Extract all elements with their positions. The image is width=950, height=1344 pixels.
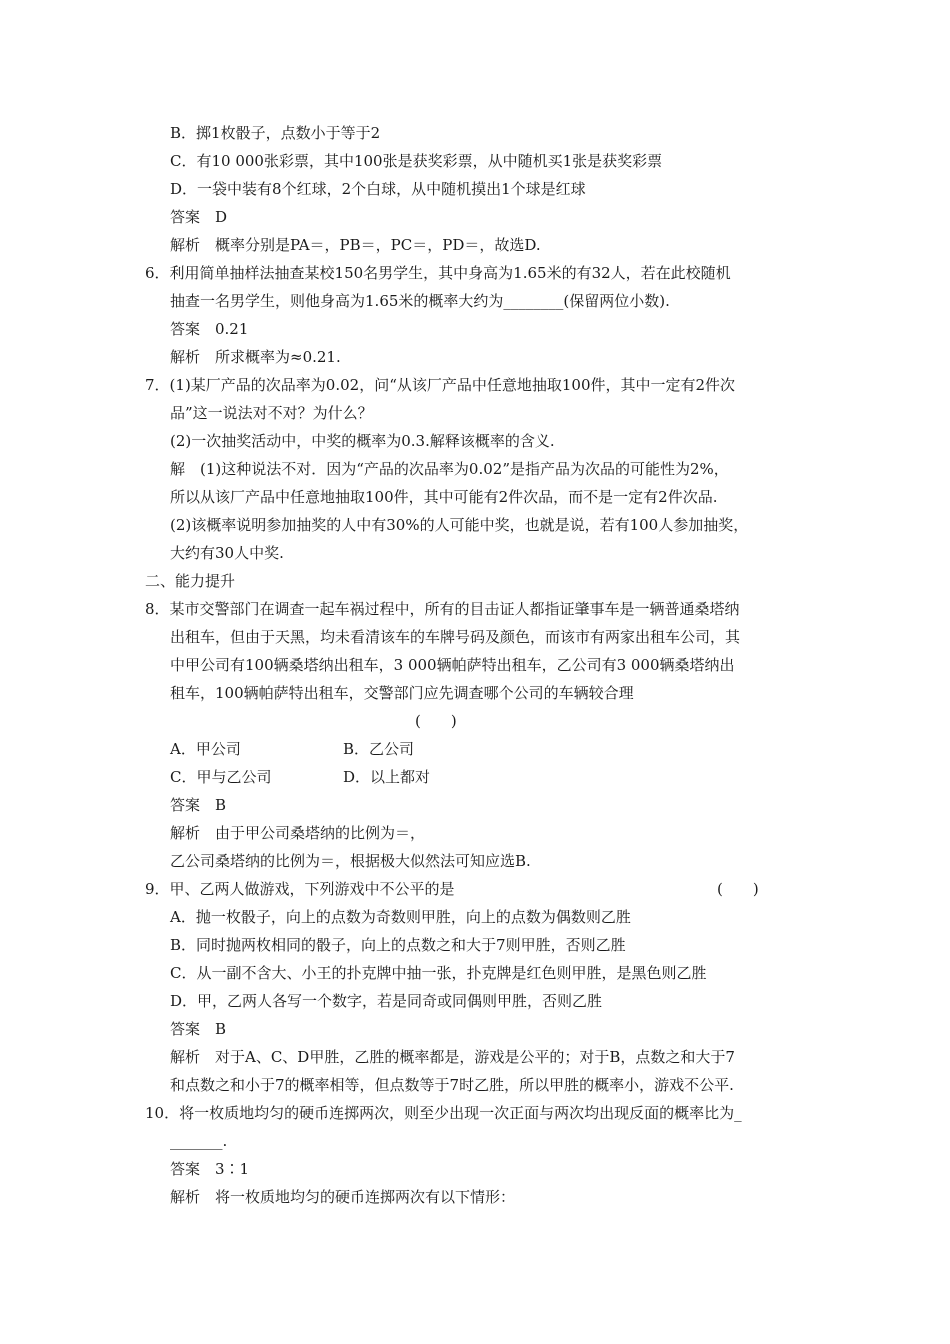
answer-blank: ( ) <box>717 880 759 898</box>
option-c: C．从一副不含大、小王的扑克牌中抽一张，扑克牌是红色则甲胜，是黑色则乙胜 <box>170 964 707 982</box>
analysis-cont: 乙公司桑塔纳的比例为＝，根据极大似然法可知应选B. <box>170 852 531 870</box>
solution-part2-cont: 大约有30人中奖. <box>170 544 284 562</box>
question-8: 8．某市交警部门在调查一起车祸过程中，所有的目击证人都指证肇事车是一辆普通桑塔纳 <box>145 600 740 618</box>
question-6: 6．利用简单抽样法抽查某校150名男学生，其中身高为1.65米的有32人，若在此校随机 <box>145 264 731 282</box>
solution-part2: (2)该概率说明参加抽奖的人中有30%的人可能中奖，也就是说，若有100人参加抽奖， <box>170 516 749 534</box>
option-b: B．掷1枚骰子，点数小于等于2 <box>170 124 381 142</box>
question-10-cont: _______. <box>170 1132 228 1150</box>
question-8-cont: 租车，100辆帕萨特出租车，交警部门应先调查哪个公司的车辆较合理 <box>170 684 634 702</box>
question-6-cont: 抽查一名男学生，则他身高为1.65米的概率大约为________(保留两位小数). <box>170 292 670 310</box>
option-b: B．乙公司 <box>343 740 415 758</box>
answer: 答案 B <box>170 1020 227 1038</box>
question-8-cont: 出租车，但由于天黑，均未看清该车的车牌号码及颜色，而该市有两家出租车公司，其 <box>170 628 741 646</box>
analysis-cont: 和点数之和小于7的概率相等，但点数等于7时乙胜，所以甲胜的概率小，游戏不公平. <box>170 1076 734 1094</box>
question-7: 7．(1)某厂产品的次品率为0.02，问“从该厂产品中任意地抽取100件，其中一定有2件次 <box>145 376 736 394</box>
solution-cont: 所以从该厂产品中任意地抽取100件，其中可能有2件次品，而不是一定有2件次品. <box>170 488 718 506</box>
analysis: 解析 概率分别是PA＝，PB＝，PC＝，PD＝，故选D. <box>170 236 541 254</box>
answer: 答案 3∶1 <box>170 1160 250 1178</box>
analysis: 解析 所求概率为≈0.21. <box>170 348 341 366</box>
section-heading: 二、能力提升 <box>145 572 236 590</box>
question-8-cont: 中甲公司有100辆桑塔纳出租车，3 000辆帕萨特出租车，乙公司有3 000辆桑塔纳出 <box>170 656 735 674</box>
question-10: 10．将一枚质地均匀的硬币连掷两次，则至少出现一次正面与两次均出现反面的概率比为_ <box>145 1104 742 1122</box>
analysis: 解析 对于A、C、D甲胜，乙胜的概率都是，游戏是公平的；对于B，点数之和大于7 <box>170 1048 735 1066</box>
question-9: 9．甲、乙两人做游戏，下列游戏中不公平的是 <box>145 880 455 898</box>
question-7-cont: 品”这一说法对不对？为什么？ <box>170 404 373 422</box>
solution: 解 (1)这种说法不对．因为“产品的次品率为0.02”是指产品为次品的可能性为2%， <box>170 460 729 478</box>
option-b: B．同时抛两枚相同的骰子，向上的点数之和大于7则甲胜，否则乙胜 <box>170 936 626 954</box>
option-d: D．甲，乙两人各写一个数字，若是同奇或同偶则甲胜，否则乙胜 <box>170 992 603 1010</box>
option-d: D．一袋中装有8个红球，2个白球，从中随机摸出1个球是红球 <box>170 180 586 198</box>
question-7-part2: (2)一次抽奖活动中，中奖的概率为0.3.解释该概率的含义. <box>170 432 555 450</box>
option-a: A．甲公司 <box>170 740 241 758</box>
analysis: 解析 由于甲公司桑塔纳的比例为＝， <box>170 824 426 842</box>
answer: 答案 D <box>170 208 228 226</box>
option-c: C．有10 000张彩票，其中100张是获奖彩票，从中随机买1张是获奖彩票 <box>170 152 663 170</box>
answer: 答案 0.21 <box>170 320 249 338</box>
answer: 答案 B <box>170 796 227 814</box>
option-a: A．抛一枚骰子，向上的点数为奇数则甲胜，向上的点数为偶数则乙胜 <box>170 908 631 926</box>
analysis: 解析 将一枚质地均匀的硬币连掷两次有以下情形： <box>170 1188 516 1206</box>
option-d: D．以上都对 <box>343 768 431 786</box>
answer-blank: ( ) <box>415 712 457 730</box>
option-c: C．甲与乙公司 <box>170 768 272 786</box>
